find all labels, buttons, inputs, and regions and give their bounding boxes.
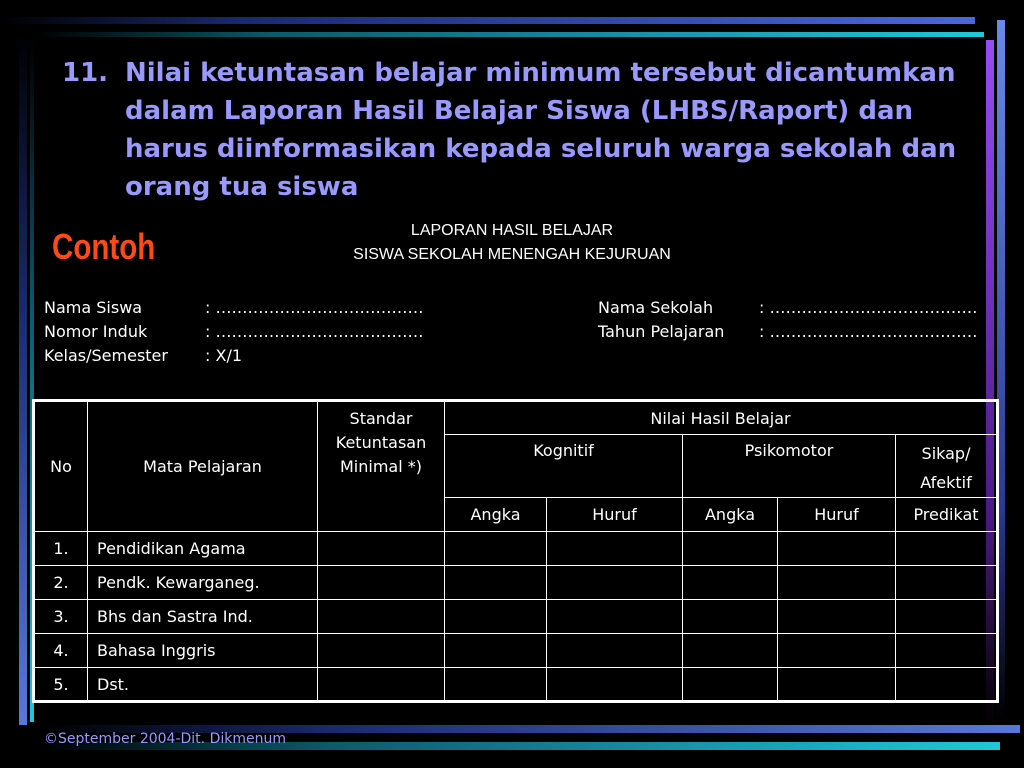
field-value-nama-siswa: : ………………………………… — [205, 298, 424, 317]
cell-skm — [318, 668, 445, 702]
cell-psikomotor-huruf — [778, 532, 896, 566]
header-predikat: Predikat — [896, 498, 998, 532]
cell-kognitif-angka — [445, 668, 547, 702]
header-standar-ketuntasan: Standar Ketuntasan Minimal *) — [318, 401, 445, 532]
field-value-tahun-pelajaran: : ………………………………… — [759, 322, 978, 341]
cell-predikat — [896, 668, 998, 702]
header-psikomotor-huruf: Huruf — [778, 498, 896, 532]
cell-kognitif-huruf — [547, 668, 683, 702]
cell-skm — [318, 634, 445, 668]
cell-predikat — [896, 600, 998, 634]
header-psikomotor-angka: Angka — [683, 498, 778, 532]
field-label-nomor-induk: Nomor Induk — [44, 322, 148, 341]
header-kognitif: Kognitif — [445, 435, 683, 498]
frame-left-bar-blue — [19, 33, 27, 725]
row-subject: Pendidikan Agama — [88, 532, 318, 566]
contoh-label: Contoh — [52, 226, 156, 267]
cell-skm — [318, 566, 445, 600]
field-value-nama-sekolah: : ………………………………… — [759, 298, 978, 317]
heading-number: 11. — [62, 58, 109, 88]
row-subject: Pendk. Kewarganeg. — [88, 566, 318, 600]
cell-psikomotor-angka — [683, 532, 778, 566]
footer-copyright: ©September 2004-Dit. Dikmenum — [44, 731, 286, 747]
header-sikap-afektif: Sikap/ Afektif — [896, 435, 998, 498]
table-row — [34, 600, 998, 634]
report-title-line2: SISWA SEKOLAH MENENGAH KEJURUAN — [353, 246, 671, 263]
cell-predikat — [896, 566, 998, 600]
table-row — [34, 634, 998, 668]
field-label-nama-siswa: Nama Siswa — [44, 298, 143, 317]
cell-kognitif-angka — [445, 600, 547, 634]
field-value-kelas-semester: : X/1 — [205, 346, 243, 365]
field-label-kelas-semester: Kelas/Semester — [44, 346, 168, 365]
cell-psikomotor-huruf — [778, 668, 896, 702]
row-number: 1. — [34, 532, 88, 566]
cell-predikat — [896, 532, 998, 566]
header-mata-pelajaran: Mata Pelajaran — [88, 401, 318, 532]
header-no: No — [34, 401, 88, 532]
cell-kognitif-huruf — [547, 600, 683, 634]
cell-psikomotor-angka — [683, 566, 778, 600]
cell-kognitif-angka — [445, 566, 547, 600]
cell-kognitif-huruf — [547, 566, 683, 600]
cell-psikomotor-huruf — [778, 634, 896, 668]
cell-skm — [318, 532, 445, 566]
cell-psikomotor-angka — [683, 668, 778, 702]
row-number: 2. — [34, 566, 88, 600]
cell-kognitif-angka — [445, 532, 547, 566]
cell-predikat — [896, 634, 998, 668]
row-number: 3. — [34, 600, 88, 634]
field-value-nomor-induk: : ………………………………… — [205, 322, 424, 341]
cell-skm — [318, 600, 445, 634]
cell-psikomotor-angka — [683, 634, 778, 668]
cell-psikomotor-huruf — [778, 566, 896, 600]
cell-psikomotor-huruf — [778, 600, 896, 634]
row-subject: Bhs dan Sastra Ind. — [88, 600, 318, 634]
header-row-1 — [34, 401, 998, 435]
table-row — [34, 532, 998, 566]
grades-table — [32, 399, 999, 703]
table-row — [34, 566, 998, 600]
cell-kognitif-huruf — [547, 634, 683, 668]
row-subject: Dst. — [88, 668, 318, 702]
row-subject: Bahasa Inggris — [88, 634, 318, 668]
field-label-nama-sekolah: Nama Sekolah — [598, 298, 714, 317]
row-number: 5. — [34, 668, 88, 702]
cell-kognitif-huruf — [547, 532, 683, 566]
frame-top-bar-blue — [0, 17, 975, 24]
cell-kognitif-angka — [445, 634, 547, 668]
frame-top-bar-teal — [34, 32, 984, 37]
report-title-line1: LAPORAN HASIL BELAJAR — [410, 222, 614, 239]
header-psikomotor: Psikomotor — [683, 435, 896, 498]
heading-text: Nilai ketuntasan belajar minimum tersebut dicantumkan dalam Laporan Hasil Belajar Siswa (LHBS/Raport) dan harus diinformasikan kepada seluruh warga sekolah dan orang tua siswa — [125, 58, 957, 202]
header-kognitif-huruf: Huruf — [547, 498, 683, 532]
header-kognitif-angka: Angka — [445, 498, 547, 532]
header-nilai-hasil-belajar: Nilai Hasil Belajar — [445, 401, 998, 435]
field-label-tahun-pelajaran: Tahun Pelajaran — [598, 322, 725, 341]
cell-psikomotor-angka — [683, 600, 778, 634]
row-number: 4. — [34, 634, 88, 668]
table-row — [34, 668, 998, 702]
